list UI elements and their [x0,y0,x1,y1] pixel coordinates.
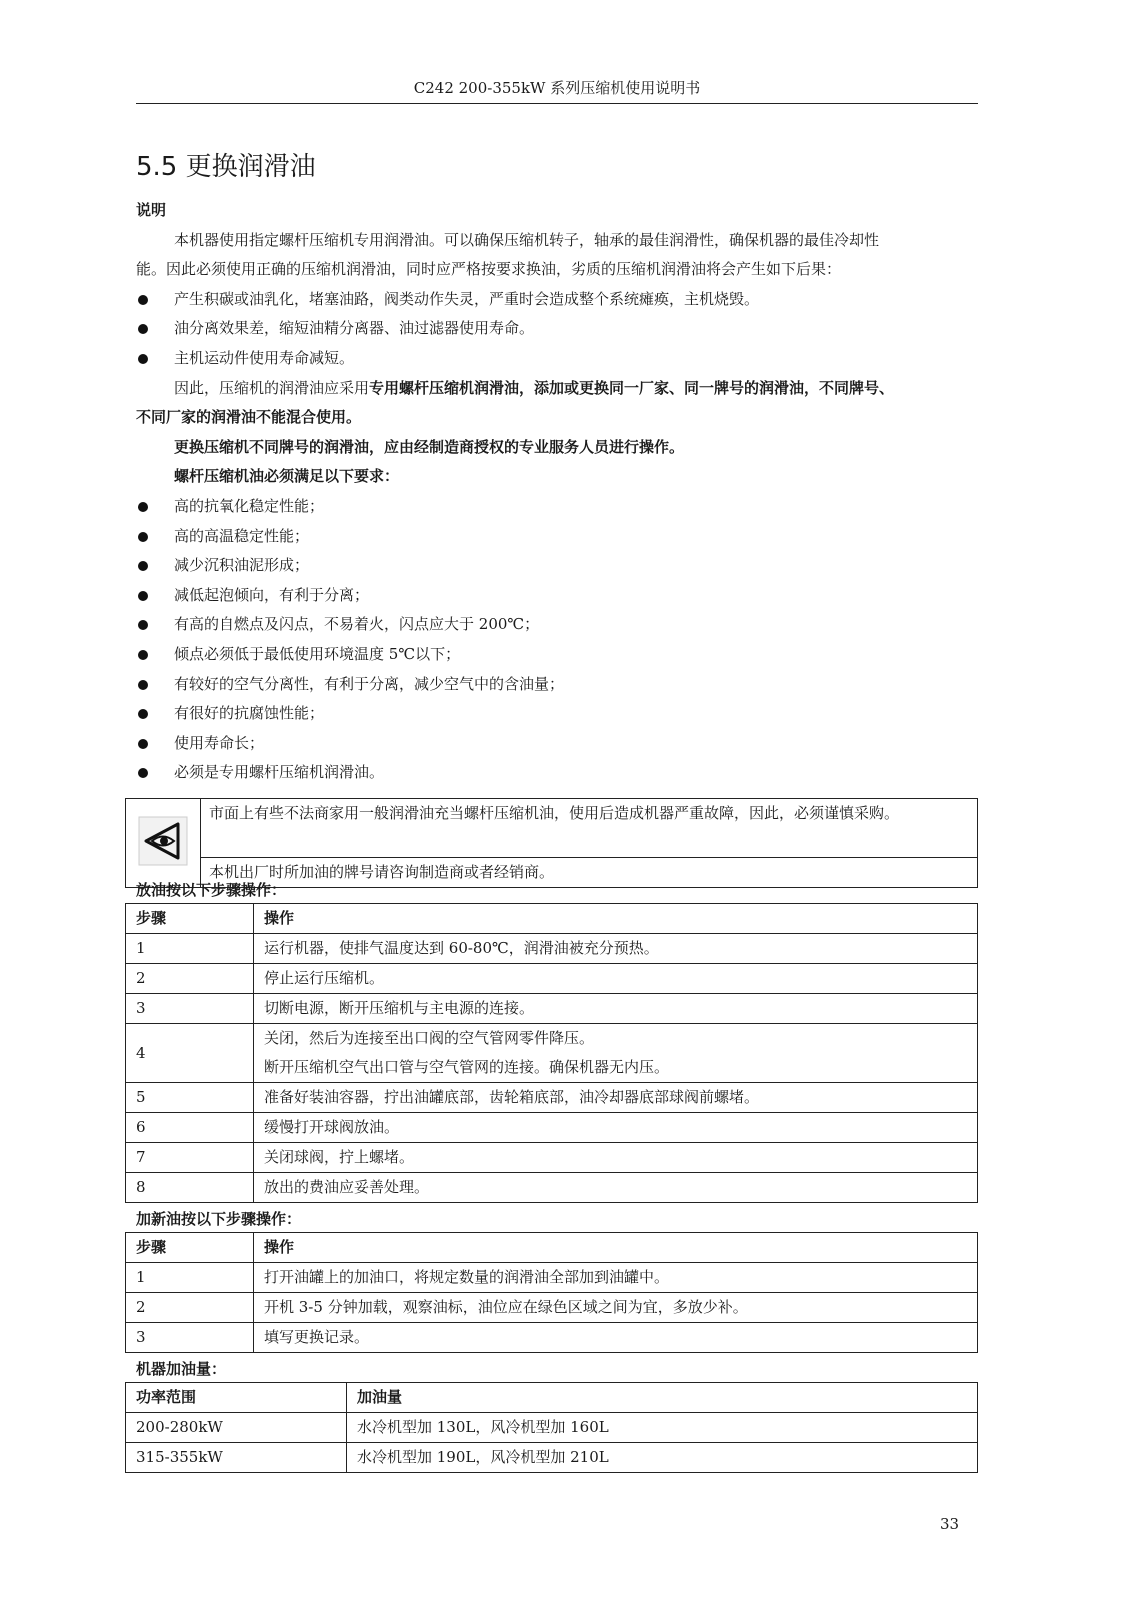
intro-para4: 螺杆压缩机油必须满足以下要求： [174,467,400,486]
header-cell: 功率范围 [126,1383,347,1413]
bullet-dot-icon [138,295,148,305]
requirement-item: 有很好的抗腐蚀性能； [136,699,978,729]
requirement-item: 必须是专用螺杆压缩机润滑油。 [136,758,978,788]
header-rule [136,103,978,104]
header-cell: 操作 [254,904,978,934]
eye-warning-icon [138,852,188,870]
requirement-item: 减低起泡倾向，有利于分离； [136,581,978,611]
intro-para2-line2: 不同厂家的润滑油不能混合使用。 [136,408,362,427]
bullet-dot-icon [138,561,148,571]
table-row: 1 打开油罐上的加油口，将规定数量的润滑油全部加到油罐中。 [126,1263,978,1293]
capacity-caption: 机器加油量： [136,1360,227,1378]
body-text [136,196,978,788]
warning-text-1: 市面上有些不法商家用一般润滑油充当螺杆压缩机油，使用后造成机器严重故障，因此，必须谨慎采购。 [201,799,978,858]
table-row: 8 放出的费油应妥善处理。 [126,1173,978,1203]
table-row: 6 缓慢打开球阀放油。 [126,1113,978,1143]
table-row: 4 关闭，然后为连接至出口阀的空气管网零件降压。 断开压缩机空气出口管与空气管网的连接。确保机器无内压。 [126,1024,978,1083]
drain-steps-table [125,903,978,1203]
bullet-dot-icon [138,532,148,542]
requirement-item: 高的抗氧化稳定性能； [136,492,978,522]
refill-caption: 加新油按以下步骤操作： [136,1210,302,1228]
table-row: 3 填写更换记录。 [126,1323,978,1353]
bullet-dot-icon [138,709,148,719]
warning-text-2: 本机出厂时所加油的牌号请咨询制造商或者经销商。 [201,858,978,888]
header-cell: 加油量 [347,1383,978,1413]
warning-box [125,798,978,888]
table-row: 5 准备好装油容器，拧出油罐底部，齿轮箱底部，油冷却器底部球阀前螺堵。 [126,1083,978,1113]
bullet-dot-icon [138,591,148,601]
table-row: 2 开机 3-5 分钟加载，观察油标，油位应在绿色区域之间为宜，多放少补。 [126,1293,978,1323]
bullet-dot-icon [138,324,148,334]
requirement-item: 减少沉积油泥形成； [136,551,978,581]
consequence-item: 产生积碳或油乳化，堵塞油路，阀类动作失灵，严重时会造成整个系统瘫痪，主机烧毁。 [136,285,978,315]
bullet-dot-icon [138,768,148,778]
bullet-dot-icon [138,620,148,630]
table-header-row [126,1383,978,1413]
page-header: C242 200-355kW 系列压缩机使用说明书 [413,79,701,97]
intro-para3: 更换压缩机不同牌号的润滑油，应由经制造商授权的专业服务人员进行操作。 [174,437,685,456]
table-header-row [126,1233,978,1263]
requirement-item: 有较好的空气分离性，有利于分离，减少空气中的含油量； [136,670,978,700]
table-header-row [126,904,978,934]
intro-para1-line1: 本机器使用指定螺杆压缩机专用润滑油。可以确保压缩机转子，轴承的最佳润滑性，确保机器的最佳冷却性 [174,230,880,249]
bullet-dot-icon [138,650,148,660]
intro-label: 说明 [136,201,167,219]
requirement-item: 倾点必须低于最低使用环境温度 5℃以下； [136,640,978,670]
header-cell: 步骤 [126,1233,254,1263]
table-row: 315-355kW 水冷机型加 190L，风冷机型加 210L [126,1443,978,1473]
table-row: 200-280kW 水冷机型加 130L，风冷机型加 160L [126,1413,978,1443]
requirement-item: 使用寿命长； [136,729,978,759]
warning-icon-cell [126,799,201,888]
section-title: 5.5 更换润滑油 [136,152,316,182]
bullet-dot-icon [138,502,148,512]
intro-para1-line2: 能。因此必须使用正确的压缩机润滑油，同时应严格按要求换油，劣质的压缩机润滑油将会产生如下后果： [136,260,842,279]
table-row: 7 关闭球阀，拧上螺堵。 [126,1143,978,1173]
requirement-item: 高的高温稳定性能； [136,522,978,552]
refill-steps-table [125,1232,978,1353]
consequence-item: 主机运动件使用寿命减短。 [136,344,978,374]
page-number: 33 [940,1515,960,1533]
table-row: 1 运行机器，使排气温度达到 60-80℃，润滑油被充分预热。 [126,934,978,964]
requirement-item: 有高的自燃点及闪点，不易着火，闪点应大于 200℃； [136,610,978,640]
bullet-dot-icon [138,739,148,749]
intro-para2-line1: 因此，压缩机的润滑油应采用专用螺杆压缩机润滑油，添加或更换同一厂家、同一牌号的润滑油，不同牌号、 [174,378,895,397]
consequence-item: 油分离效果差，缩短油精分离器、油过滤器使用寿命。 [136,314,978,344]
table-row: 2 停止运行压缩机。 [126,964,978,994]
table-row: 3 切断电源，断开压缩机与主电源的连接。 [126,994,978,1024]
header-cell: 步骤 [126,904,254,934]
bullet-dot-icon [138,680,148,690]
header-cell: 操作 [254,1233,978,1263]
bullet-dot-icon [138,354,148,364]
oil-capacity-table [125,1382,978,1473]
drain-caption: 放油按以下步骤操作： [136,881,287,899]
